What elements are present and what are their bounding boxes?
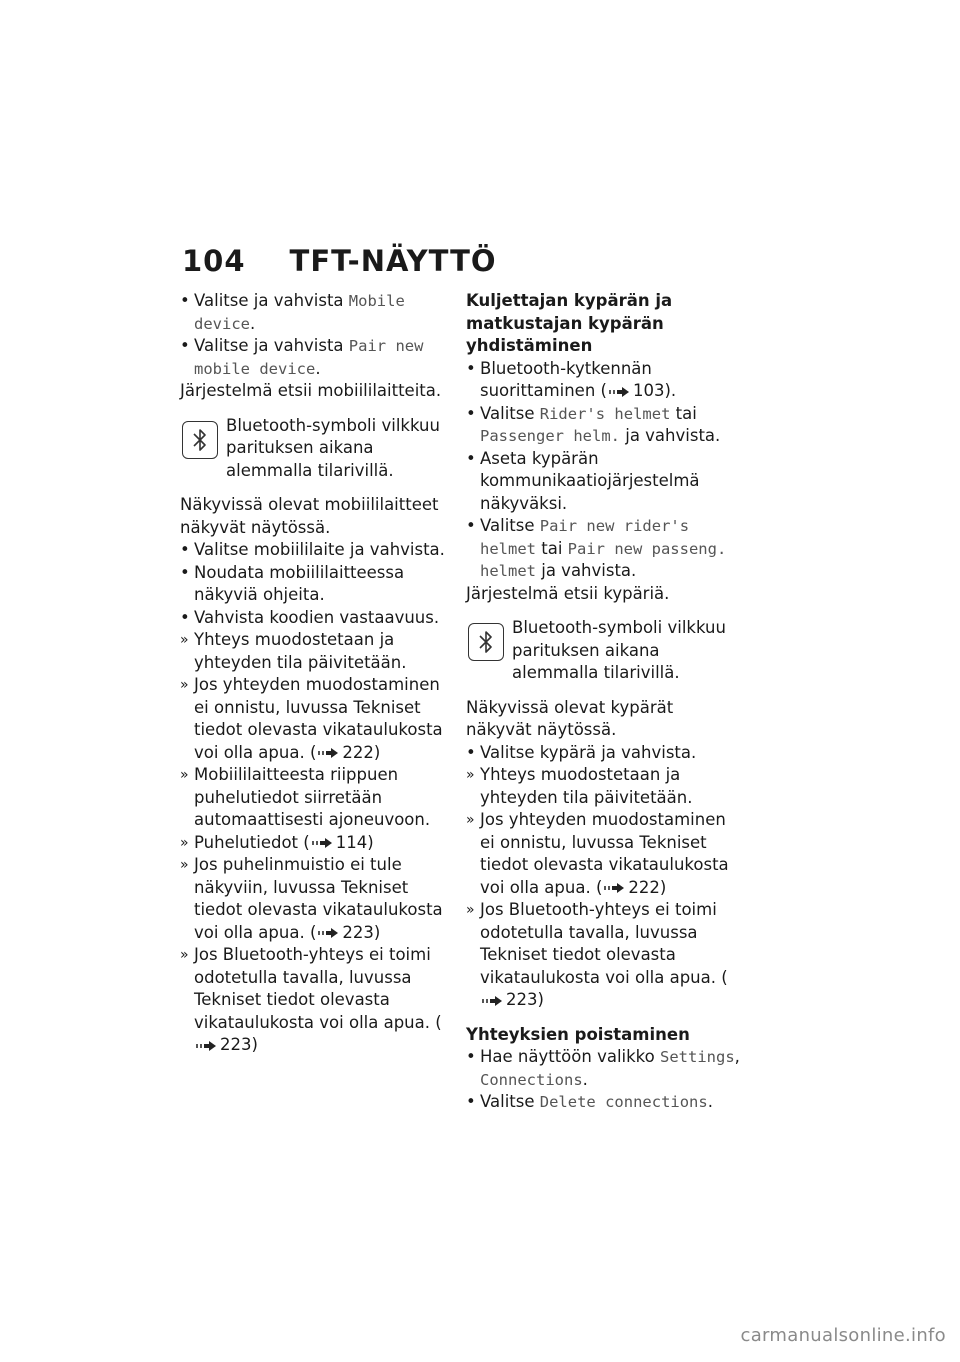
menu-option: Connections (480, 1070, 583, 1089)
list-item: • Valitse Delete connections. (466, 1091, 741, 1114)
list-item: • Vahvista koodien vastaavuus. (180, 607, 455, 630)
menu-option: Passenger helm. (480, 427, 620, 445)
menu-option: Settings (660, 1048, 735, 1066)
paragraph: Näkyvissä olevat kypärät näkyvät näytössä. (466, 697, 674, 739)
section-heading: Yhteyksien poistaminen (466, 1024, 690, 1044)
page-reference: 222) (342, 742, 381, 762)
list-item: • Aseta kypärän kommunikaatiojärjestelmä näkyväksi. (466, 448, 741, 516)
page-reference: 114) (335, 832, 374, 852)
watermark: carmanualsonline.info (740, 1325, 946, 1346)
page-reference-arrow-icon (318, 927, 340, 939)
page-reference-arrow-icon (609, 386, 631, 398)
bluetooth-icon (468, 623, 504, 661)
menu-option: Pair new passeng. helmet (480, 539, 727, 580)
menu-option: Delete connections (539, 1093, 708, 1111)
page-reference: 223) (342, 922, 381, 942)
result-item: » Jos Bluetooth-yhteys ei toimi odotetulla tavalla, luvussa Tekniset tiedot olevasta vikataulukosta voi olla apua. (223) (466, 899, 741, 1012)
page-reference-arrow-icon (482, 995, 504, 1007)
list-item: • Noudata mobiililaitteessa näkyviä ohjeita. (180, 562, 455, 607)
page-number: 104 (182, 244, 246, 278)
page-reference: 103). (632, 381, 677, 400)
page-reference: 223) (220, 1035, 258, 1054)
list-item: • Valitse mobiililaite ja vahvista. (180, 539, 455, 562)
paragraph: Näkyvissä olevat mobiililaitteet näkyvät näytössä. (180, 495, 439, 537)
menu-option: Mobile device (194, 292, 405, 333)
result-item: » Yhteys muodostetaan ja yhteyden tila päivitetään. (180, 629, 455, 674)
page-reference: 222) (628, 877, 667, 897)
note-text: Bluetooth-symboli vilkkuu parituksen aikana alemmalla tilarivillä. (512, 618, 726, 682)
list-item: • Valitse kypärä ja vahvista. (466, 742, 741, 765)
result-item: » Yhteys muodostetaan ja yhteyden tila päivitetään. (466, 764, 741, 809)
result-item: » Jos yhteyden muodostaminen ei onnistu, luvussa Tekniset tiedot olevasta vikataulukosta voi olla apua. ( 222) (180, 674, 455, 764)
note-block (466, 617, 741, 685)
bluetooth-icon (182, 421, 218, 459)
list-item: • Valitse Pair new rider's helmet tai Pair new passeng. helmet ja vahvista. (466, 515, 741, 583)
section-heading: Kuljettajan kypärän ja matkustajan kypärän yhdistäminen (466, 291, 673, 355)
result-item: » Jos yhteyden muodostaminen ei onnistu, luvussa Tekniset tiedot olevasta vikataulukosta voi olla apua. ( 222) (466, 809, 741, 899)
page-header (182, 244, 497, 278)
note-block (180, 415, 455, 483)
result-item: » Mobiililaitteesta riippuen puhelutiedot siirretään automaattisesti ajoneuvoon. (180, 764, 455, 832)
list-item: • Bluetooth-kytkennän suorittaminen ( 103). (466, 358, 741, 403)
paragraph: Järjestelmä etsii kypäriä. (466, 583, 670, 603)
right-column (466, 290, 741, 1114)
list-item: • Valitse Rider's helmet tai Passenger helm. ja vahvista. (466, 403, 741, 448)
result-item: » Puhelutiedot ( 114) (180, 832, 455, 855)
result-item: » Jos Bluetooth-yhteys ei toimi odotetulla tavalla, luvussa Tekniset tiedot olevasta vikataulukosta voi olla apua. (223) (180, 944, 455, 1057)
list-item: • Valitse ja vahvista Pair new mobile device. (180, 335, 455, 380)
left-column (180, 290, 455, 1057)
result-item: » Jos puhelinmuistio ei tule näkyviin, luvussa Tekniset tiedot olevasta vikataulukosta voi olla apua. ( 223) (180, 854, 455, 944)
page-reference-arrow-icon (312, 837, 334, 849)
page-reference-arrow-icon (318, 747, 340, 759)
note-text: Bluetooth-symboli vilkkuu parituksen aikana alemmalla tilarivillä. (226, 415, 440, 480)
page-reference: 223) (506, 990, 544, 1009)
menu-option: Rider's helmet (539, 404, 671, 423)
list-item: • Hae näyttöön valikko Settings, Connections. (466, 1046, 741, 1091)
page-title: TFT-NÄYTTÖ (289, 244, 497, 278)
page-reference-arrow-icon (196, 1040, 218, 1052)
menu-option: Pair new mobile device (194, 337, 424, 378)
page-reference-arrow-icon (604, 882, 626, 894)
menu-option: Pair new rider's helmet (480, 517, 690, 558)
list-item: • Valitse ja vahvista Mobile device. (180, 290, 455, 335)
paragraph: Järjestelmä etsii mobiililaitteita. (180, 381, 442, 400)
